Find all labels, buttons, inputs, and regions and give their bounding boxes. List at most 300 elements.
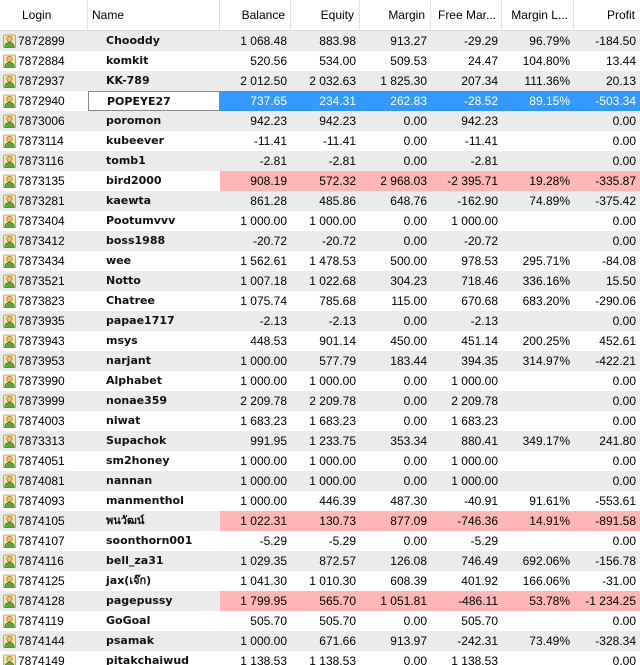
login-cell (0, 451, 88, 471)
user-icon (3, 534, 16, 548)
user-icon (3, 374, 16, 388)
free-margin-cell: 401.92 (461, 574, 498, 588)
user-icon (3, 74, 16, 88)
profit-cell: 241.80 (599, 434, 636, 448)
login-value: 7873434 (18, 254, 65, 268)
column-header-balance[interactable]: Balance (220, 0, 291, 30)
login-cell (0, 31, 88, 51)
equity-cell: 1 138.53 (309, 654, 356, 665)
login-cell (0, 211, 88, 231)
profit-cell: 0.00 (612, 394, 636, 408)
table-row[interactable] (0, 511, 640, 531)
login-cell (0, 51, 88, 71)
name-cell: Supachok (106, 434, 167, 447)
login-value: 7874105 (18, 514, 65, 528)
login-cell (0, 631, 88, 651)
balance-cell: 908.19 (220, 171, 291, 191)
user-icon (3, 654, 16, 665)
login-cell (0, 311, 88, 331)
column-header-login[interactable]: Login (0, 0, 88, 30)
margin-cell: 1 051.81 (360, 591, 431, 611)
table-row[interactable] (0, 491, 640, 511)
name-cell: POPEYE27 (88, 91, 220, 111)
login-value: 7874144 (18, 634, 65, 648)
profit-cell: 0.00 (612, 234, 636, 248)
free-margin-cell: 718.46 (461, 274, 498, 288)
margin-cell: 608.39 (390, 574, 427, 588)
name-cell: Pootumvvv (106, 214, 176, 227)
table-row[interactable] (0, 151, 640, 171)
margin-level-cell: 96.79% (529, 34, 570, 48)
profit-cell: -422.21 (595, 354, 636, 368)
name-cell: พนวัฒน์ (106, 514, 145, 527)
user-icon (3, 554, 16, 568)
login-value: 7873135 (18, 174, 65, 188)
login-value: 7874051 (18, 454, 65, 468)
table-row[interactable] (0, 371, 640, 391)
user-icon (3, 454, 16, 468)
name-cell: wee (106, 254, 132, 267)
margin-level-cell (502, 471, 574, 491)
profit-cell: -184.50 (595, 34, 636, 48)
free-margin-cell: 978.53 (461, 254, 498, 268)
margin-cell: 183.44 (390, 354, 427, 368)
login-cell (0, 431, 88, 451)
free-margin-cell: 1 000.00 (451, 374, 498, 388)
margin-level-cell (502, 231, 574, 251)
table-row[interactable] (0, 331, 640, 351)
balance-cell: -11.41 (253, 134, 287, 148)
free-margin-cell: -5.29 (470, 534, 498, 548)
login-value: 7872884 (18, 54, 65, 68)
login-cell (0, 371, 88, 391)
equity-cell: 1 010.30 (309, 574, 356, 588)
name-cell: niwat (106, 414, 141, 427)
profit-cell: 0.00 (612, 214, 636, 228)
free-margin-cell: -486.11 (431, 591, 502, 611)
user-icon (3, 234, 16, 248)
margin-level-cell: 89.15% (502, 91, 574, 111)
balance-cell: 1 075.74 (240, 294, 287, 308)
margin-cell: 115.00 (391, 294, 427, 308)
table-row[interactable] (0, 191, 640, 211)
login-cell (0, 131, 88, 151)
margin-cell: 1 825.30 (380, 74, 427, 88)
free-margin-cell: -162.90 (457, 194, 498, 208)
login-value: 7874149 (18, 654, 65, 665)
login-value: 7873404 (18, 214, 65, 228)
profit-cell: -84.08 (601, 254, 636, 268)
user-icon (3, 34, 16, 48)
equity-cell: 505.70 (319, 614, 356, 628)
equity-cell: 234.31 (291, 91, 360, 111)
profit-cell: 0.00 (612, 154, 636, 168)
login-value: 7873953 (18, 354, 65, 368)
balance-cell: -20.72 (252, 234, 287, 248)
login-value: 7873114 (18, 134, 64, 148)
name-cell: msys (106, 334, 138, 347)
user-icon (3, 114, 16, 128)
login-value: 7874125 (18, 574, 65, 588)
login-value: 7873943 (18, 334, 65, 348)
margin-cell: 0.00 (403, 234, 427, 248)
profit-cell: -553.61 (595, 494, 636, 508)
login-value: 7874128 (18, 594, 65, 608)
balance-cell: 1 000.00 (240, 474, 287, 488)
table-row[interactable] (0, 391, 640, 411)
free-margin-cell: 670.68 (461, 294, 498, 308)
column-header-free-margin[interactable]: Free Mar... (431, 0, 502, 30)
user-icon (3, 354, 16, 368)
login-cell (0, 391, 88, 411)
margin-level-cell (502, 531, 574, 551)
login-cell (0, 491, 88, 511)
name-cell: nannan (106, 474, 153, 487)
login-cell (0, 651, 88, 665)
margin-level-cell (502, 651, 574, 665)
name-cell: GoGoal (106, 614, 151, 627)
free-margin-cell: 1 683.23 (451, 414, 498, 428)
table-row[interactable] (0, 291, 640, 311)
login-cell (0, 231, 88, 251)
table-row[interactable] (0, 591, 640, 611)
margin-level-cell: 14.91% (502, 511, 574, 531)
margin-level-cell: 314.97% (522, 354, 570, 368)
login-cell (0, 331, 88, 351)
login-cell (0, 271, 88, 291)
margin-cell: 0.00 (403, 534, 427, 548)
table-row[interactable] (0, 651, 640, 665)
equity-cell: 872.57 (319, 554, 356, 568)
profit-cell: -290.06 (595, 294, 636, 308)
balance-cell: 1 029.35 (240, 554, 287, 568)
column-header-equity[interactable]: Equity (291, 0, 360, 30)
balance-cell: 991.95 (250, 434, 287, 448)
login-cell (0, 171, 88, 191)
name-cell: bird2000 (106, 174, 162, 187)
login-value: 7874116 (18, 554, 64, 568)
equity-cell: 1 478.53 (309, 254, 356, 268)
login-value: 7874107 (18, 534, 65, 548)
table-row[interactable] (0, 571, 640, 591)
table-row[interactable] (0, 131, 640, 151)
equity-cell: 1 000.00 (309, 474, 356, 488)
margin-level-cell: 336.16% (522, 274, 570, 288)
equity-cell: 130.73 (291, 511, 360, 531)
equity-cell: 671.66 (319, 634, 356, 648)
profit-cell: 0.00 (612, 374, 636, 388)
column-header-margin[interactable]: Margin (360, 0, 431, 30)
balance-cell: 448.53 (250, 334, 287, 348)
margin-level-cell: 683.20% (522, 294, 570, 308)
login-value: 7873823 (18, 294, 65, 308)
user-icon (3, 394, 16, 408)
profit-cell: 452.61 (599, 334, 636, 348)
login-cell (0, 511, 88, 531)
equity-cell: 1 000.00 (309, 214, 356, 228)
profit-cell: -1 234.25 (574, 591, 640, 611)
margin-cell: 877.09 (360, 511, 431, 531)
margin-level-cell: 53.78% (502, 591, 574, 611)
profit-cell: -31.00 (601, 574, 636, 588)
name-cell: manmenthol (106, 494, 184, 507)
name-cell: tomb1 (106, 154, 146, 167)
table-row[interactable] (0, 351, 640, 371)
free-margin-cell: -2.81 (470, 154, 498, 168)
equity-cell: 2 032.63 (309, 74, 356, 88)
free-margin-cell: -2.13 (470, 314, 498, 328)
login-value: 7873521 (18, 274, 65, 288)
table-row[interactable] (0, 631, 640, 651)
free-margin-cell: 1 000.00 (451, 454, 498, 468)
margin-level-cell: 104.80% (522, 54, 570, 68)
login-value: 7873281 (18, 194, 65, 208)
free-margin-cell: 1 138.53 (451, 654, 498, 665)
margin-level-cell (502, 451, 574, 471)
table-row[interactable] (0, 271, 640, 291)
name-cell: psamak (106, 634, 155, 647)
table-row[interactable] (0, 211, 640, 231)
name-cell: Chooddy (106, 34, 160, 47)
margin-level-cell: 91.61% (529, 494, 570, 508)
margin-level-cell (502, 111, 574, 131)
login-value: 7874081 (18, 474, 65, 488)
login-cell (0, 591, 88, 611)
login-cell (0, 91, 88, 111)
table-row[interactable] (0, 431, 640, 451)
equity-cell: -2.13 (328, 314, 356, 328)
balance-cell: -5.29 (259, 534, 287, 548)
login-value: 7873313 (18, 434, 65, 448)
login-cell (0, 551, 88, 571)
table-row[interactable] (0, 31, 640, 51)
profit-cell: -335.87 (574, 171, 640, 191)
balance-cell: 1 007.18 (240, 274, 287, 288)
login-cell (0, 411, 88, 431)
table-body (0, 31, 640, 665)
equity-cell: -20.72 (321, 234, 356, 248)
table-row[interactable] (0, 611, 640, 631)
balance-cell: 1 000.00 (240, 374, 287, 388)
margin-cell: 0.00 (403, 114, 427, 128)
user-icon (3, 274, 16, 288)
user-icon (3, 194, 16, 208)
login-value: 7873935 (18, 314, 65, 328)
login-cell (0, 251, 88, 271)
margin-cell: 0.00 (403, 474, 427, 488)
equity-cell: 901.14 (319, 334, 356, 348)
margin-cell: 262.83 (360, 91, 431, 111)
login-value: 7872899 (18, 34, 65, 48)
margin-cell: 0.00 (403, 614, 427, 628)
table-row[interactable] (0, 71, 640, 91)
margin-level-cell (502, 211, 574, 231)
balance-cell: 1 068.48 (240, 34, 287, 48)
profit-cell: 0.00 (612, 474, 636, 488)
equity-cell: 534.00 (319, 54, 356, 68)
profit-cell: 13.44 (605, 54, 636, 68)
balance-cell: 1 000.00 (240, 494, 287, 508)
table-row[interactable] (0, 51, 640, 71)
name-cell: KK-789 (106, 74, 150, 87)
name-cell: narjant (106, 354, 151, 367)
equity-cell: 942.23 (319, 114, 356, 128)
column-header-row (0, 0, 640, 31)
margin-level-cell (502, 611, 574, 631)
column-header-margin-level[interactable]: Margin L... (502, 0, 574, 30)
margin-level-cell: 295.71% (522, 254, 570, 268)
free-margin-cell: 2 209.78 (451, 394, 498, 408)
margin-cell: 353.34 (390, 434, 427, 448)
user-icon (3, 494, 16, 508)
table-row[interactable] (0, 411, 640, 431)
name-cell: pagepussy (106, 594, 173, 607)
name-cell: soonthorn001 (106, 534, 193, 547)
balance-cell: 520.56 (250, 54, 287, 68)
margin-cell: 0.00 (403, 394, 427, 408)
free-margin-cell: 451.14 (461, 334, 498, 348)
free-margin-cell: -242.31 (457, 634, 498, 648)
balance-cell: 1 000.00 (240, 354, 287, 368)
balance-cell: 2 209.78 (240, 394, 287, 408)
free-margin-cell: 1 000.00 (451, 214, 498, 228)
name-cell: poromon (106, 114, 162, 127)
margin-level-cell: 19.28% (502, 171, 574, 191)
equity-cell: 446.39 (319, 494, 356, 508)
margin-level-cell (502, 411, 574, 431)
equity-cell: 1 022.68 (309, 274, 356, 288)
column-header-name[interactable]: Name (88, 0, 220, 30)
margin-cell: 0.00 (403, 374, 427, 388)
margin-level-cell: 200.25% (522, 334, 570, 348)
name-cell: jax(เจ๊ก) (106, 574, 152, 587)
profit-cell: 0.00 (612, 654, 636, 665)
name-cell: Chatree (106, 294, 155, 307)
margin-cell: 450.00 (390, 334, 427, 348)
balance-cell: 942.23 (250, 114, 287, 128)
user-icon (3, 434, 16, 448)
table-row[interactable] (0, 231, 640, 251)
margin-cell: 0.00 (403, 454, 427, 468)
login-cell (0, 71, 88, 91)
free-margin-cell: -40.91 (463, 494, 498, 508)
profit-cell: -503.34 (574, 91, 640, 111)
table-row[interactable] (0, 311, 640, 331)
profit-cell: 15.50 (605, 274, 636, 288)
name-cell: kaewta (106, 194, 152, 207)
balance-cell: -2.13 (259, 314, 287, 328)
column-header-profit[interactable]: Profit (606, 8, 635, 22)
free-margin-cell: -29.29 (463, 34, 498, 48)
free-margin-cell: -28.52 (431, 91, 502, 111)
table-row[interactable] (0, 171, 640, 191)
user-icon (3, 174, 16, 188)
free-margin-cell: 746.49 (461, 554, 498, 568)
user-icon (3, 134, 16, 148)
margin-cell: 0.00 (403, 214, 427, 228)
table-row[interactable] (0, 91, 640, 111)
margin-cell: 913.27 (390, 34, 427, 48)
login-value: 7873999 (18, 394, 65, 408)
name-cell: pitakchaiwud (106, 654, 190, 665)
margin-level-cell (502, 371, 574, 391)
login-value: 7873116 (18, 154, 64, 168)
login-cell (0, 351, 88, 371)
table-row[interactable] (0, 551, 640, 571)
table-row[interactable] (0, 471, 640, 491)
user-icon (3, 254, 16, 268)
user-icon (3, 474, 16, 488)
balance-cell: 505.70 (250, 614, 287, 628)
login-cell (0, 111, 88, 131)
name-cell: sm2honey (106, 454, 170, 467)
margin-cell: 2 968.03 (360, 171, 431, 191)
user-icon (3, 314, 16, 328)
name-cell: bell_za31 (106, 554, 164, 567)
name-cell: nonae359 (106, 394, 168, 407)
margin-cell: 126.08 (390, 554, 427, 568)
margin-cell: 509.53 (390, 54, 427, 68)
login-cell (0, 151, 88, 171)
margin-cell: 913.97 (390, 634, 427, 648)
margin-cell: 0.00 (403, 414, 427, 428)
profit-cell: 0.00 (612, 614, 636, 628)
user-icon (3, 294, 16, 308)
equity-cell: -11.41 (322, 134, 356, 148)
profit-cell: 0.00 (612, 134, 636, 148)
margin-level-cell: 73.49% (529, 634, 570, 648)
profit-cell: -891.58 (574, 511, 640, 531)
margin-cell: 0.00 (403, 654, 427, 665)
equity-cell: 785.68 (319, 294, 356, 308)
free-margin-cell: -20.72 (463, 234, 498, 248)
user-icon (3, 54, 16, 68)
profit-cell: 0.00 (612, 314, 636, 328)
login-cell (0, 571, 88, 591)
table-row[interactable] (0, 111, 640, 131)
user-icon (3, 154, 16, 168)
free-margin-cell: 24.47 (467, 54, 498, 68)
equity-cell: 577.79 (319, 354, 356, 368)
login-cell (0, 531, 88, 551)
table-row[interactable] (0, 451, 640, 471)
equity-cell: 2 209.78 (309, 394, 356, 408)
table-row[interactable] (0, 251, 640, 271)
balance-cell: 1 138.53 (240, 654, 287, 665)
balance-cell: 1 041.30 (240, 574, 287, 588)
margin-level-cell: 349.17% (522, 434, 570, 448)
table-row[interactable] (0, 531, 640, 551)
user-icon (3, 514, 16, 528)
user-icon (3, 614, 16, 628)
name-cell: papae1717 (106, 314, 175, 327)
login-value: 7872940 (18, 94, 65, 108)
margin-level-cell (502, 131, 574, 151)
login-value: 7873990 (18, 374, 65, 388)
login-cell (0, 471, 88, 491)
free-margin-cell: 207.34 (461, 74, 498, 88)
profit-cell: 20.13 (605, 74, 636, 88)
balance-cell: 1 683.23 (240, 414, 287, 428)
margin-level-cell: 111.36% (524, 74, 570, 88)
equity-cell: 883.98 (319, 34, 356, 48)
margin-cell: 500.00 (390, 254, 427, 268)
equity-cell: 1 000.00 (309, 374, 356, 388)
margin-level-cell: 692.06% (522, 554, 570, 568)
equity-cell: 485.86 (319, 194, 356, 208)
margin-level-cell: 166.06% (522, 574, 570, 588)
name-cell: boss1988 (106, 234, 166, 247)
